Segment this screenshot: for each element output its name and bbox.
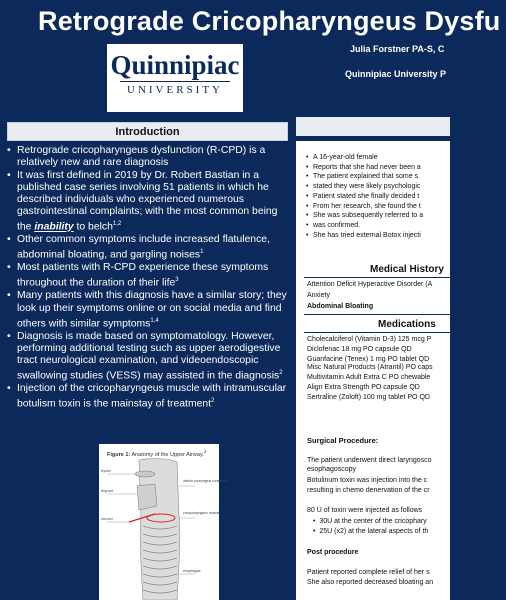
- intro-bullet: • Diagnosis is made based on symptomatology. However, performing additional testing such as upper aerodigestive tract neurological examination, and videoendoscopic swallowing studies (VESS) may assisted in the diagnosis$^2$: [4, 331, 291, 383]
- citation: 1: [200, 249, 204, 256]
- history-item: Abdominal Bloating: [307, 303, 374, 310]
- post-procedure-header: Post procedure: [307, 549, 359, 556]
- case-bullet-continued: • stated they were likely psychologic: [306, 182, 506, 191]
- label-cricopharyngeus-muscle: cricopharyngeus muscle: [183, 511, 220, 515]
- dose-item: • 30U at the center of the cricophary: [313, 518, 427, 525]
- intro-bullet: • Most patients with R-CPD experience these symptoms throughout the duration of their life$^3$: [4, 262, 291, 290]
- label-hyoid: hyoid: [101, 468, 111, 473]
- case-bullet: • She has tried external Botox injecti: [306, 231, 506, 240]
- medications-divider: [304, 314, 450, 315]
- citation: 2: [211, 398, 215, 405]
- post-procedure-text: Patient reported complete relief of her s: [307, 569, 430, 576]
- logo-divider: [120, 81, 230, 82]
- history-item: Attention Deficit Hyperactive Disorder (A: [307, 281, 433, 288]
- author-name: Julia Forstner PA-S, C: [350, 44, 445, 54]
- surgical-procedure-header: Surgical Procedure:: [307, 436, 379, 445]
- procedure-text: resulting in chemo denervation of the cr: [307, 487, 430, 494]
- citation: 1,4: [150, 317, 159, 324]
- medications-header: Medications: [378, 319, 436, 330]
- airway-anatomy-illustration: [99, 456, 228, 600]
- case-bullet: • The patient explained that some s: [306, 172, 506, 181]
- medication-item: Diclofenac 18 mg PO capsule QD: [307, 346, 412, 353]
- medication-item: Guanfacine (Tenex) 1 mg PO tablet QD: [307, 356, 430, 363]
- logo-subtitle: UNIVERSITY: [127, 84, 223, 96]
- medication-item: Align Extra Strength PO capsule QD: [307, 384, 420, 391]
- case-bullet: • Reports that she had never been a: [306, 163, 506, 172]
- intro-bullet: • Injection of the cricopharyngeus muscle with intramuscular botulism toxin is the mainstay of treatment$^2$: [4, 383, 291, 411]
- procedure-text: Botulinum toxin was injection into the c: [307, 477, 428, 484]
- medication-item: Sertraline (Zoloft) 100 mg tablet PO QD: [307, 394, 430, 401]
- medications-divider-bottom: [304, 332, 450, 333]
- history-item: Anxiety: [307, 292, 330, 299]
- label-cricoid: cricoid: [101, 516, 113, 521]
- citation: 2: [279, 369, 283, 376]
- medication-item: Cholecalciferol (Vitamin D-3) 125 mcg P: [307, 336, 432, 343]
- surgical-procedure-panel: [296, 416, 450, 600]
- introduction-header: Introduction: [7, 122, 288, 141]
- case-bullet: • A 16-year-old female: [306, 153, 506, 162]
- case-bullet: • She was subsequently referred to a: [306, 211, 506, 220]
- medication-item: Multivitamin Adult Extra C PO chewable: [307, 374, 431, 381]
- university-logo: [107, 44, 243, 112]
- intro-bullet: • It was first defined in 2019 by Dr. Robert Bastian in a published case series involving 51 patients in which he described individuals who experienced numerous gastrointestinal complaints; with the most common being the inability to belch$^{1,2}$: [4, 170, 291, 234]
- post-procedure-text: She also reported decreased bloating an: [307, 579, 434, 586]
- case-panel: [296, 141, 450, 436]
- citation: 3: [175, 277, 179, 284]
- intro-bullet: • Retrograde cricopharyngeus dysfunction (R-CPD) is a relatively new and rare diagnosis: [4, 145, 291, 169]
- medical-history-header: Medical History: [370, 264, 444, 275]
- introduction-list: [4, 145, 291, 411]
- anatomy-figure: [99, 444, 228, 600]
- figure-caption: Figure 1: Anatomy of the Upper Airway.$^2$: [107, 449, 207, 458]
- poster-title: Retrograde Cricopharyngeus Dysfu: [38, 6, 501, 36]
- case-bullet: • Patient stated she finally decided t: [306, 192, 506, 201]
- intro-bullet: • Other common symptoms include increased flatulence, abdominal bloating, and gargling noises$^1$: [4, 234, 291, 262]
- medication-item: Misc Natural Products (Atrantil) PO caps: [307, 364, 433, 371]
- procedure-text: esophagoscopy: [307, 466, 357, 473]
- procedure-text: The patient underwent direct laryngosco: [307, 457, 432, 464]
- label-inferior-pharyngeal-constrictor: inferior pharyngeal constrictor: [183, 479, 228, 483]
- case-list: [306, 153, 506, 240]
- intro-bullet: • Many patients with this diagnosis have a similar story; they look up their symptoms online or on social media and find others with similar symptoms$^{1,4}$: [4, 290, 291, 330]
- author-affiliation: Quinnipiac University P: [345, 69, 447, 79]
- case-bullet-continued: • was confirmed.: [306, 221, 506, 230]
- procedure-text: 80 U of toxin were injected as follows: [307, 507, 423, 514]
- case-bullet: • From her research, she found the t: [306, 202, 506, 211]
- dose-item: • 25U (x2) at the lateral aspects of th: [313, 528, 429, 535]
- label-esophagus: esophagus: [183, 569, 201, 573]
- medical-history-divider: [304, 277, 450, 278]
- label-thyroid: thyroid: [101, 488, 114, 493]
- case-header-bar: [296, 117, 450, 136]
- citation: 1,2: [112, 221, 122, 228]
- emphasis-text: inability: [34, 221, 74, 233]
- logo-name: Quinnipiac: [110, 50, 240, 80]
